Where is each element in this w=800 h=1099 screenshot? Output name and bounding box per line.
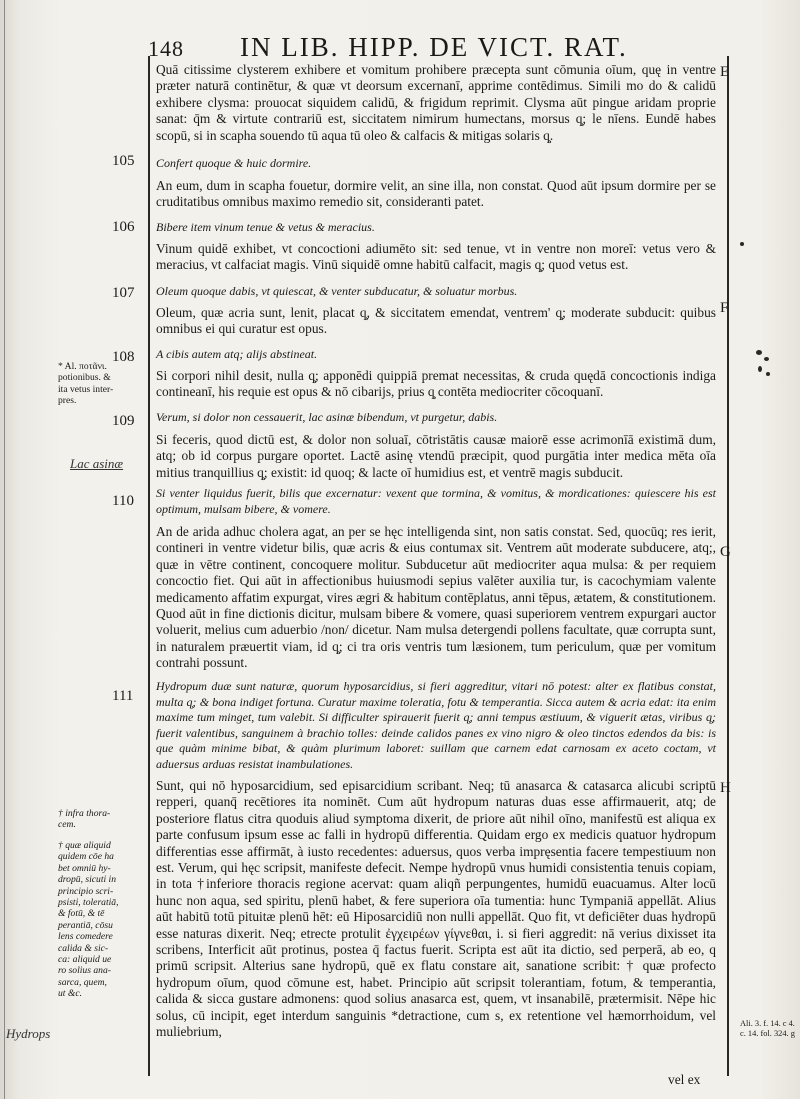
reference-line: Ali. 3. f. 14. c 4.: [740, 1019, 795, 1028]
ink-blot: [756, 350, 762, 355]
lemma-text: Confert quoque & huic dormire.: [156, 156, 312, 170]
text-block-1: [156, 62, 716, 144]
margin-note-long: [58, 840, 120, 1000]
margin-note-line: † quæ aliquid: [58, 840, 111, 851]
margin-note-line: ut &c.: [58, 988, 82, 1000]
margin-note-line: dropū, sicuti in: [58, 874, 117, 886]
page-header: [148, 32, 708, 66]
margin-note-line: ro solius ana-: [58, 965, 111, 977]
paragraph: Quā citissime clysterem exhibere et vomitum prohibere præcepta sunt cōmunia oīum, quę in ventre præter naturā continētur, & quæ vt deorsum excernanī, apprime contēdimus. Simili mo do & calidū exhibere clysma: prouocat siquidem calidū, & frigidum reprimit. Clysma aūt pingue aridam proprie sanat: q̄m & virtute contrariū est, siccitatem nimirum humectans, morsus q̧; le nīens. Eundē habes scopū, si in scapha souendo tū aqua tū oleo & calfacis & mitigas solaris q̧.: [156, 62, 716, 143]
reference-line: c. 14. fol. 324. g: [740, 1029, 795, 1038]
paragraph: An de arida adhuc cholera agat, an per se hęc intelligenda sint, non satis constat. Sed, quocūq; res ierit, contineri in ventre videtur bilis, quæ acris & eius contumax sit. Ventrem aūt moderate subducere, atq;, quæ in vētre continent, concoquere molitur. Subducetur aūt mediocriter aqua mulsa: & per requiem concoctio fiet. Qui aūt in affectionibus huiusmodi sepius valēter auxilia tur, is cacochymiam valente medicamento affatim expurgat, vires ægri & habitum contēplatus, anni tēpus, ætatem, & constitutionem. Quod aūt in fine dictionis dicitur, mulsam bibere & vomere, quasi superiorem ventrem expurgari auctor voluerit, melius cum aduerbio /non/ dicetur. Nam mulsa detergendi pollens facultate, quæ corrupta sunt, in naturalem præuertit viam, id q̧; ci tra oris ventris tum læsionem, tum periculum, quæ per vomitum contrahi possunt.: [156, 524, 716, 671]
text-block-2: [156, 178, 716, 211]
lemma-108: [156, 347, 716, 363]
page-number: 148: [148, 36, 184, 61]
section-number: 110: [112, 493, 134, 509]
paragraph: Vinum quidē exhibet, vt concoctioni adiumēto sit: sed tenue, vt in ventre non moreī: vetus vero & meracius, vt calfaciat magis. Vinū siquidē omne habitū calfacit, magis q̧; quod vetus est.: [156, 241, 716, 273]
lemma-105: [156, 156, 716, 172]
margin-note-line: potionibus. &: [58, 372, 111, 384]
ink-blot: [766, 372, 770, 376]
text-block-8: [156, 778, 716, 1041]
margin-note-line: ita vetus inter-: [58, 383, 114, 395]
margin-note-line: perantiā, cōsu: [58, 919, 113, 931]
lemma-107: [156, 284, 716, 300]
section-letter: H: [720, 780, 731, 796]
margin-note-line: bet omniū hy-: [58, 862, 111, 874]
section-number: 109: [112, 413, 135, 429]
margin-note-infra: [58, 808, 120, 831]
margin-note-line: calida & sic-: [58, 942, 109, 954]
lemma-text: Bibere item vinum tenue & vetus & meracius.: [156, 220, 375, 234]
text-block-6: [156, 432, 716, 481]
inner-gutter-rule: [4, 0, 5, 1099]
margin-note-line: & fotū, & tē: [58, 908, 105, 920]
margin-note-line: pres.: [58, 395, 77, 407]
section-number: 107: [112, 285, 135, 301]
lemma-111: [156, 679, 716, 772]
running-title: IN LIB. HIPP. DE VICT. RAT.: [240, 32, 628, 62]
catchword: vel ex: [668, 1072, 701, 1087]
margin-note-line: † infra thora-: [58, 808, 111, 819]
ink-blot: [764, 357, 769, 361]
lemma-110: [156, 486, 716, 517]
paragraph: Si feceris, quod dictū est, & dolor non soluaī, cōtristātis causæ maiorē esse acrimonīā existimā dum, atq; ob id corpus purgare oportet. Lactē asinę vtendū præcipit, quod purgātia inter medica mēta oīa mitius tranquillius q̧; existit: id quoq; & lacte oī humidius est, et ventrē magis subducit.: [156, 432, 716, 480]
lemma-text: Verum, si dolor non cessauerit, lac asinæ bibendum, vt purgetur, dabis.: [156, 410, 498, 424]
section-letter: F: [720, 300, 729, 316]
section-number: 106: [112, 219, 135, 235]
paragraph: Sunt, qui nō hyposarcidium, sed episarcidium scribant. Neq; tū anasarca & catasarca alicubi scriptū repperi, quanq̄ recētiores ita nominēt. Cum aūt hydropum naturas duas esse affirmauerit, atq; de posteriore flatus citra quoduis aliud symptoma dixerit, de priore aūt nihil oīno, manifestū est aliqua ex parte confusum ipsum esse ac falli in hydropū differentia. Quidam ergo ex medicis quatuor hydropum differentias esse affirmāt, à iusto recedentes: aduersus, quos verba impręsentia facere tempestiuum non est. Verum, qui hęc scripsit, manifeste defecit. Nempe hydropū vnus humidi consistentia tenuis copiam, in tota †inferiore thoracis regione acervat: quam aliqñ perpungentes, humidū euacuamus. Alter locū hunc non aqua, sed spiritu, plenū habet, & fere superiora oīa tumentia: hunc Tympaniā appellāt. Alius aūt habitū totū pituitæ plenū hēt: eū Hiposarcidiū non nulli appellāt. Quo fit, vt deficiēter duas hydropū esse naturas dixerit. Neq; etrecte protulit ἐγχειρέων γίγνεθαι, i. si fieri aggredit: nā verius dixisset ita scribens, Interficit aūt protinus, postea q̄ factus fuerit. Scripta est aūt ita dictio, sed perperā, ab eo, q primū scripsit. Alterius sane hydropū, quē ex flatu constare ait, sanatione scribit: † quæ profecto hydropum oīum, quod cōmune est, habet. Principio aūt scripsit tolerantiam, fotum, & temperantia, calida & sicca gustare admonens: quod solius anasarca est, quem, vt insanabilē, prætermisit. Nēpe hic solus, cū incipit, eget interdum sanguinis *detractione, cum s, ex retentione vel hæmorrhoidum, vel muliebrium,: [156, 778, 716, 1040]
text-block-5: [156, 368, 716, 401]
margin-note-line: cem.: [58, 819, 76, 831]
handwritten-note-hydrops: Hydrops: [6, 1026, 51, 1041]
ink-blot: [740, 242, 744, 246]
paragraph: Si corpori nihil desit, nulla q̧; apponēdi quippiā premat necessitas, & cruda quędā concoctionis indiga contineanī, his requie est opus & nō cibarijs, prius q̧ contēta mediocriter cōcoquanī.: [156, 368, 716, 400]
margin-reference: [740, 1019, 800, 1039]
lemma-text: Oleum quoque dabis, vt quiescat, & venter subducatur, & soluatur morbus.: [156, 284, 518, 298]
margin-note-line: quidem cōe ha: [58, 851, 114, 863]
handwritten-note-lac-asinae: Lac asinæ: [70, 456, 124, 471]
text-block-3: [156, 241, 716, 274]
margin-note-line: lens comedere: [58, 931, 113, 943]
margin-note-line: sarca, quem,: [58, 976, 107, 988]
lemma-text: Hydropum duæ sunt naturæ, quorum hyposarcidius, si fieri aggreditur, vitari nō potest: alter ex flatibus constat, multa q̧; & bona indiget fortuna. Curatur maxime toleratia, fotu & temperantia. Sicca autem & acria edat: ita enim maxime tum minget, tum valebit. Si difficulter spirauerit fuerit q̧; anni tempus æstiuum, & viguerit ætas, viribus q̧; fuerit valentibus, sanguinem à brachio tolles: deinde calidos panes ex vino nigro & oleo tinctos edendos da bis: is que quàm minime bibat, & quàm plurimum laboret: suillam que carnem edat carnosam ex aceto coctam, vt aduersus arduas resistat inambulationes.: [156, 679, 716, 771]
margin-note-line: principio scri-: [58, 885, 114, 897]
margin-note-greek: [58, 361, 120, 407]
margin-note-line: ca: aliquid ue: [58, 954, 112, 966]
paragraph: Oleum, quæ acria sunt, lenit, placat q̧, & siccitatem emendat, ventrem' q̧; moderate subducit: quibus omnibus ei qui curatur est opus.: [156, 305, 716, 337]
paragraph: An eum, dum in scapha fouetur, dormire velit, an sine illa, non constat. Quod aūt ipsum dormire per se cruditatibus omnibus maximo remedio sit, consideranti patet.: [156, 178, 716, 210]
lemma-106: [156, 220, 716, 236]
section-number: 111: [112, 688, 134, 704]
section-number: 108: [112, 349, 135, 365]
lemma-109: [156, 410, 716, 426]
text-block-4: [156, 305, 716, 338]
margin-note-line: * Al. ποτᾶνι.: [58, 361, 107, 372]
section-letter: G: [720, 544, 731, 560]
left-margin-rule: [148, 56, 150, 1076]
lemma-text: A cibis autem atq; alijs abstineat.: [156, 347, 318, 361]
right-margin-rule: [727, 56, 729, 1076]
section-number: 105: [112, 153, 135, 169]
margin-note-line: psisti, toleratiā,: [58, 897, 119, 909]
section-letter: E: [720, 64, 730, 80]
lemma-text: Si venter liquidus fuerit, bilis que excernatur: vexent que tormina, & vomitus, & mordicationes: quiescere his est optimum, mulsam bibere, & vomere.: [156, 486, 716, 516]
ink-blot: [758, 366, 762, 372]
text-block-7: [156, 524, 716, 672]
